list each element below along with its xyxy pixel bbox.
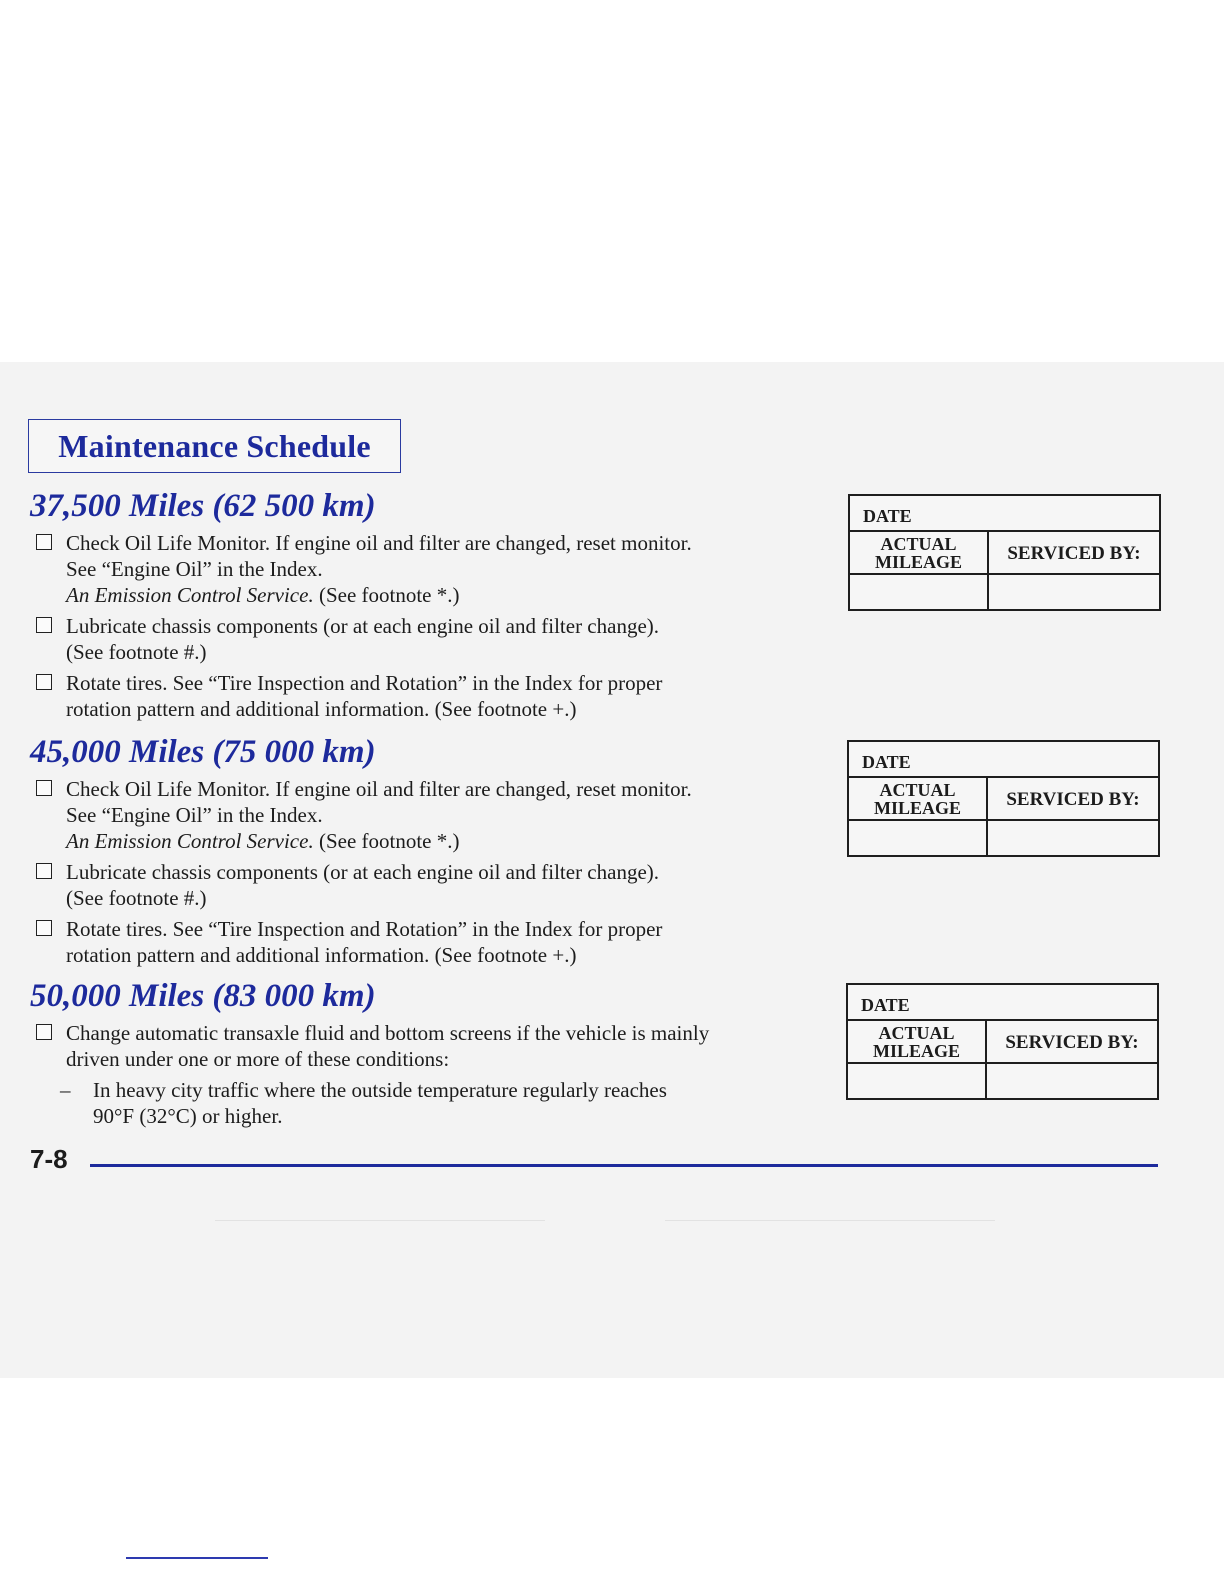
emission-note: An Emission Control Service.: [66, 829, 314, 853]
date-row: [849, 742, 1158, 778]
column-divider: [987, 532, 989, 609]
scan-artifact-line: [665, 1220, 995, 1221]
section-45000: [30, 732, 820, 973]
emission-note: An Emission Control Service.: [66, 583, 314, 607]
checkbox[interactable]: [36, 617, 52, 633]
section-heading: 50,000 Miles (83 000 km): [30, 978, 376, 1014]
item-text: See “Engine Oil” in the Index.: [66, 557, 323, 581]
header-row: [849, 778, 1158, 821]
mileage-line2: MILEAGE: [872, 1041, 960, 1061]
checklist-item: [30, 916, 820, 968]
section-50000: [30, 976, 820, 1129]
checklist-item: [30, 613, 820, 665]
mileage-line1: ACTUAL: [879, 780, 956, 800]
checkbox[interactable]: [36, 920, 52, 936]
service-record-table: [848, 494, 1161, 611]
mileage-line2: MILEAGE: [874, 552, 962, 572]
checkbox[interactable]: [36, 674, 52, 690]
item-text: See “Engine Oil” in the Index.: [66, 803, 323, 827]
item-text: driven under one or more of these conditions:: [66, 1047, 450, 1071]
checklist-item: [30, 776, 820, 854]
item-text: rotation pattern and additional information. (See footnote +.): [66, 943, 577, 967]
checkbox[interactable]: [36, 863, 52, 879]
item-text: Check Oil Life Monitor. If engine oil and filter are changed, reset monitor.: [66, 531, 692, 555]
page-title: Maintenance Schedule: [58, 427, 371, 464]
checklist-item: [30, 670, 820, 722]
date-label: DATE: [862, 752, 911, 772]
section-heading: 37,500 Miles (62 500 km): [30, 488, 376, 524]
serviced-by-label: SERVICED BY:: [1005, 1032, 1139, 1053]
item-note: [66, 582, 820, 608]
item-text: (See footnote #.): [66, 886, 207, 910]
footnote-ref: (See footnote *.): [313, 829, 460, 853]
item-text: Rotate tires. See “Tire Inspection and Rotation” in the Index for proper: [66, 917, 663, 941]
date-row: [850, 496, 1159, 532]
checkbox[interactable]: [36, 534, 52, 550]
item-note: [66, 828, 820, 854]
serviced-by-label: SERVICED BY:: [1006, 789, 1140, 810]
section-37500: [30, 486, 820, 727]
service-record-table: [846, 983, 1159, 1100]
checkbox[interactable]: [36, 1024, 52, 1040]
scan-artifact-line: [215, 1220, 545, 1221]
footer-rule: [90, 1164, 1158, 1167]
date-label: DATE: [861, 995, 910, 1015]
item-text: 90°F (32°C) or higher.: [93, 1104, 283, 1128]
actual-mileage-label: [848, 1024, 985, 1060]
section-heading: 45,000 Miles (75 000 km): [30, 734, 376, 770]
header-row: [848, 1021, 1157, 1064]
serviced-by-label: SERVICED BY:: [1007, 543, 1141, 564]
item-text: rotation pattern and additional information. (See footnote +.): [66, 697, 577, 721]
page-number: 7-8: [30, 1144, 68, 1174]
item-text: Lubricate chassis components (or at each engine oil and filter change).: [66, 860, 660, 884]
item-text: Lubricate chassis components (or at each engine oil and filter change).: [66, 614, 660, 638]
bottom-link-underline: [126, 1557, 268, 1559]
mileage-line1: ACTUAL: [880, 534, 957, 554]
checklist-item: [30, 1020, 820, 1072]
actual-mileage-label: [849, 781, 986, 817]
footnote-ref: (See footnote *.): [313, 583, 460, 607]
mileage-line2: MILEAGE: [873, 798, 961, 818]
column-divider: [986, 778, 988, 855]
item-text: (See footnote #.): [66, 640, 207, 664]
item-text: Change automatic transaxle fluid and bottom screens if the vehicle is mainly: [66, 1021, 710, 1045]
sub-condition-item: [30, 1077, 820, 1129]
service-record-table: [847, 740, 1160, 857]
header-row: [850, 532, 1159, 575]
date-row: [848, 985, 1157, 1021]
checklist-item: [30, 530, 820, 608]
column-divider: [985, 1021, 987, 1098]
mileage-line1: ACTUAL: [878, 1023, 955, 1043]
date-label: DATE: [863, 506, 912, 526]
page-title-box: [28, 419, 401, 473]
checkbox[interactable]: [36, 780, 52, 796]
item-text: In heavy city traffic where the outside temperature regularly reaches: [93, 1078, 667, 1102]
dash-bullet: –: [60, 1078, 71, 1102]
item-text: Rotate tires. See “Tire Inspection and Rotation” in the Index for proper: [66, 671, 663, 695]
checklist-item: [30, 859, 820, 911]
actual-mileage-label: [850, 535, 987, 571]
item-text: Check Oil Life Monitor. If engine oil and filter are changed, reset monitor.: [66, 777, 692, 801]
